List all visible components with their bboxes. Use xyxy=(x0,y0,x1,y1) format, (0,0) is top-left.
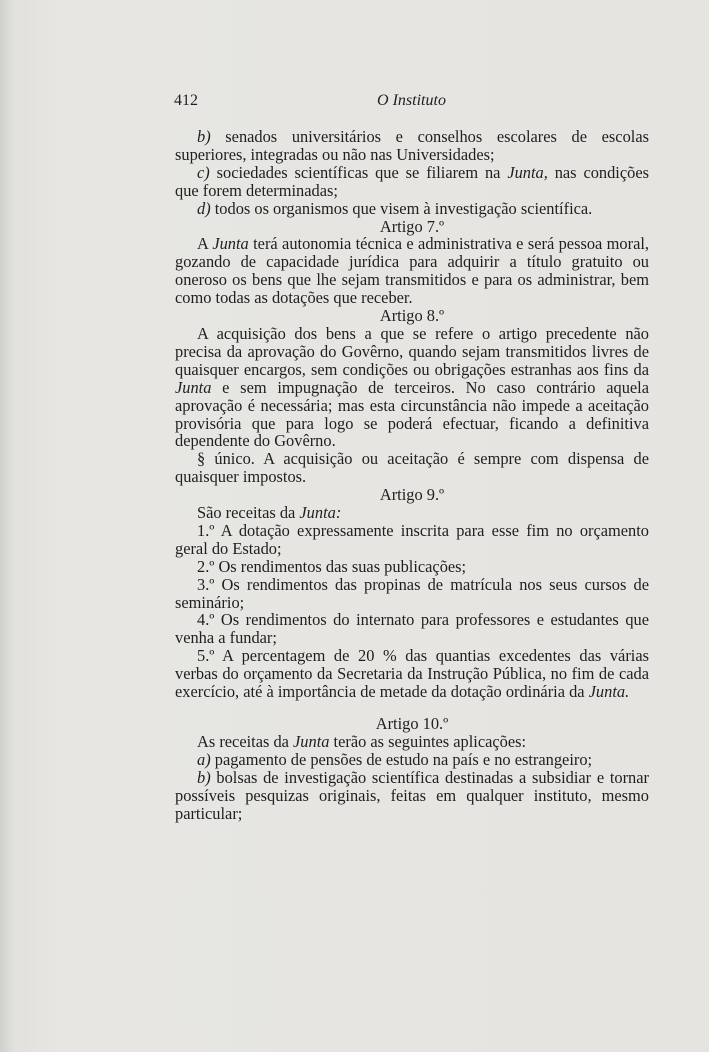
paragraph xyxy=(175,164,649,200)
paragraph xyxy=(175,751,649,769)
paragraph xyxy=(175,558,649,576)
item-letter: a) xyxy=(197,749,211,769)
emphasis-text: Junta, xyxy=(507,162,548,182)
paragraph xyxy=(175,647,649,701)
emphasis-text: Junta xyxy=(175,377,212,397)
paragraph-text: Artigo 10.º xyxy=(375,714,449,733)
paragraph-text: bolsas de investigação scientífica destinadas a subsidiar e tornar possíveis pesquizas originais, feitas em qualquer instituto, mesmo particular; xyxy=(175,767,649,823)
paragraph-text: A xyxy=(197,234,213,254)
paragraph xyxy=(175,733,649,751)
paragraph xyxy=(175,522,649,558)
paragraph xyxy=(175,200,649,218)
item-letter: d) xyxy=(197,198,211,218)
paragraph-text: Artigo 9.º xyxy=(379,485,445,505)
paragraph-text: São receitas da xyxy=(197,503,300,523)
paragraph xyxy=(175,128,649,164)
paragraph-text: pagamento de pensões de estudo na país e no estrangeiro; xyxy=(210,749,593,769)
page-body xyxy=(175,128,649,822)
paragraph-text: A acquisição dos bens a que se refere o artigo precedente não precisa da aprovação do Govêrno, quando sejam transmitidos livres de quaisquer encargos, sem condições ou obrigações estranhas aos fins da xyxy=(175,323,649,379)
paragraph-text-tail: e sem impugnação de terceiros. No caso contrário aquela aprovação é necessária; mas esta circunstância não impede a aceitação provisória que para logo se poderá efectuar, ficando a definitiva dependente do Govêrno. xyxy=(175,377,649,451)
item-letter: c) xyxy=(197,162,210,182)
emphasis-text: Junta xyxy=(293,731,330,751)
paragraph-text: § único. A acquisição ou aceitação é sempre com dispensa de quaisquer impostos. xyxy=(175,449,649,487)
paragraph xyxy=(175,450,649,486)
paragraph-text: todos os organismos que visem à investigação scientífica. xyxy=(210,198,593,218)
paragraph xyxy=(175,235,649,307)
emphasis-text: Junta: xyxy=(299,503,342,523)
paragraph-text: Artigo 8.º xyxy=(379,306,445,326)
page-number: 412 xyxy=(174,92,198,109)
paragraph-text: As receitas da xyxy=(197,731,294,751)
article-heading xyxy=(175,715,649,733)
paragraph xyxy=(175,576,649,612)
paragraph-text: 4.º Os rendimentos do internato para professores e estudantes que venha a fundar; xyxy=(175,610,649,648)
article-heading xyxy=(175,218,649,236)
emphasis-text: Junta xyxy=(212,234,249,254)
item-letter: b) xyxy=(197,767,211,787)
paragraph-text-tail: terá autonomia técnica e administrativa e será pessoa moral, gozando de capacidade jurídica para adquirir a título gratuito ou oneroso os bens que lhe sejam transmitidos e para os administrar, bem como todas as dotações que receber. xyxy=(175,234,649,308)
article-heading xyxy=(175,307,649,325)
paragraph-text-tail: nas condições que forem determinadas; xyxy=(175,162,649,200)
paragraph xyxy=(175,504,649,522)
paragraph-text: senados universitários e conselhos escolares de escolas superiores, integradas ou não nas Universidades; xyxy=(175,127,649,164)
paragraph-text-tail: terão as seguintes aplicações: xyxy=(329,731,527,751)
emphasis-text: Junta. xyxy=(588,682,630,702)
paragraph-text: 1.º A dotação expressamente inscrita para esse fim no orçamento geral do Estado; xyxy=(175,520,649,558)
article-heading xyxy=(175,486,649,504)
paragraph-text: Artigo 7.º xyxy=(379,216,445,236)
paragraph-text: 3.º Os rendimentos das propinas de matrícula nos seus cursos de seminário; xyxy=(175,574,649,612)
paragraph-text: sociedades scientíficas que se filiarem na xyxy=(209,162,508,182)
paragraph xyxy=(175,611,649,647)
paragraph xyxy=(175,769,649,823)
page-header xyxy=(174,92,649,116)
paragraph xyxy=(175,325,649,450)
item-letter: b) xyxy=(197,127,211,146)
paragraph-text: 2.º Os rendimentos das suas publicações; xyxy=(197,556,467,576)
paragraph-text: 5.º A percentagem de 20 % das quantias excedentes das várias verbas do orçamento da Secretaria da Instrução Pública, no fim de cada exercício, até à importância de metade da dotação ordinária da xyxy=(175,646,649,702)
running-title: O Instituto xyxy=(377,92,446,109)
